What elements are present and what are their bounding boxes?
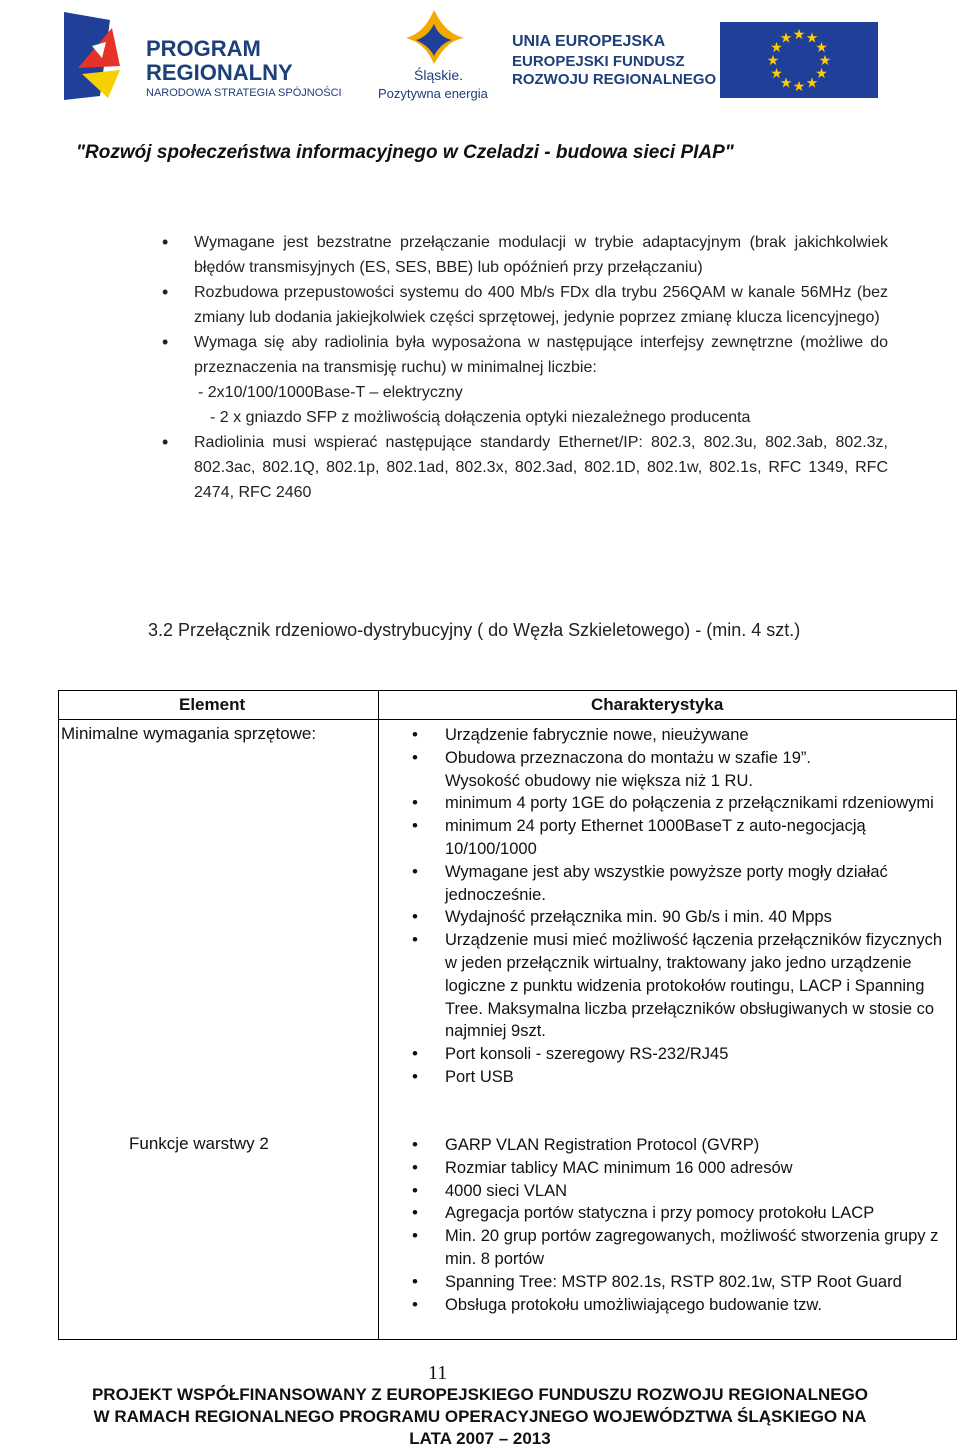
list-item: [160, 330, 888, 380]
list-item: • Rozbudowa przepustowości systemu do 400 Mb/s FDx dla trybu 256QAM w kanale 56MHz (bez zmiany lub dodania jakiejkolwiek części sprzętowej, jedynie poprzez zmianę klucza licencyjnego): [160, 280, 888, 330]
requirements-list: [160, 230, 888, 505]
row-label-layer2: Funkcje warstwy 2: [129, 1134, 269, 1153]
table-row: • Spanning Tree: MSTP 802.1s, RSTP 802.1w, STP Root Guard: [409, 1271, 949, 1294]
program-logo-line2: REGIONALNY: [146, 60, 293, 85]
table-divider: [378, 691, 379, 1339]
table-row: • GARP VLAN Registration Protocol (GVRP): [409, 1134, 949, 1157]
eu-star-icon: ★: [779, 74, 793, 91]
header-charakterystyka: Charakterystyka: [591, 695, 724, 714]
slaskie-logo-line1: Śląskie.: [414, 67, 464, 83]
interface-line: - 2x10/100/1000Base-T – elektryczny: [198, 384, 463, 401]
program-regionalny-logo: [62, 8, 362, 104]
footer-line-2: W RAMACH REGIONALNEGO PROGRAMU OPERACYJNEGO WOJEWÓDZTWA ŚLĄSKIEGO NA: [93, 1407, 867, 1426]
list-item: • Radiolinia musi wspierać następujące standardy Ethernet/IP: 802.3, 802.3u, 802.3ab, 802.3z, 802.3ac, 802.1Q, 802.1p, 802.1ad, 802.3x, 802.3ad, 802.1D, 802.1w, 802.1s, RFC 1349, RFC 2474, RFC 2460: [160, 430, 888, 505]
spec-table: [58, 690, 957, 1340]
eu-star-icon: ★: [770, 65, 783, 81]
eu-star-icon: ★: [766, 52, 780, 68]
eu-star-icon: ★: [818, 52, 832, 68]
page-number: 11: [428, 1362, 448, 1384]
footer-line-1: PROJEKT WSPÓŁFINANSOWANY Z EUROPEJSKIEGO FUNDUSZU ROZWOJU REGIONALNEGO: [91, 1385, 869, 1404]
table-row: • Agregacja portów statyczna i przy pomocy protokołu LACP: [409, 1202, 949, 1225]
eu-star-icon: ★: [805, 29, 819, 46]
table-row: • minimum 24 porty Ethernet 1000BaseT z auto-negocjacją 10/100/1000: [409, 815, 949, 861]
eu-star-icon: ★: [770, 39, 783, 55]
table-row: • Rozmiar tablicy MAC minimum 16 000 adresów: [409, 1157, 949, 1180]
eu-star-icon: ★: [815, 65, 828, 81]
table-header-divider: [59, 719, 956, 720]
table-row: • Wymagane jest aby wszystkie powyższe porty mogły działać jednocześnie.: [409, 861, 949, 907]
document-title: "Rozwój społeczeństwa informacyjnego w Czeladzi - budowa sieci PIAP": [76, 142, 734, 163]
eu-star-icon: ★: [815, 39, 828, 55]
table-row: • Urządzenie musi mieć możliwość łączenia przełączników fizycznych w jeden przełącznik wirtualny, traktowany jako jedno urządzenie logiczne z punktu widzenia protokołów routingu, LACP i Spanning Tree. Maksymalna liczba przełączników obsługiwanych w stosie co najmniej 9szt.: [409, 929, 949, 1043]
table-row: • Obsługa protokołu umożliwiającego budowanie tzw.: [409, 1294, 949, 1317]
interface-line: - 2 x gniazdo SFP z możliwością dołączenia optyki niezależnego producenta: [210, 409, 751, 426]
eu-star-icon: ★: [805, 74, 819, 91]
table-row: • Port USB: [409, 1066, 949, 1089]
table-row: • Min. 20 grup portów zagregowanych, możliwość stworzenia grupy z min. 8 portów: [409, 1225, 949, 1271]
list-item: • Wymagane jest bezstratne przełączanie modulacji w trybie adaptacyjnym (brak jakichkolwiek błędów transmisyjnych (ES, SES, BBE) lub opóźnień przy przełączaniu): [160, 230, 888, 280]
list-item-text: Wymaga się aby radiolinia była wyposażona w następujące interfejsy zewnętrzne (możliwe do przeznaczenia na transmisję ruchu) w minimalnej liczbie:: [194, 334, 888, 376]
eu-logo-line2: EUROPEJSKI FUNDUSZ: [512, 53, 685, 70]
table-row: • 4000 sieci VLAN: [409, 1180, 949, 1203]
slaskie-logo: [372, 6, 502, 104]
slaskie-logo-line2: Pozytywna energia: [378, 86, 488, 101]
footer-line-3: LATA 2007 – 2013: [409, 1429, 551, 1448]
hardware-requirements-list: [409, 724, 949, 1089]
eu-star-icon: ★: [779, 29, 793, 46]
header-element: Element: [179, 695, 246, 714]
program-logo-line3: NARODOWA STRATEGIA SPÓJNOŚCI: [146, 87, 342, 99]
eu-logo-line1: UNIA EUROPEJSKA: [512, 33, 666, 50]
eu-star-icon: ★: [792, 26, 806, 42]
eu-logo: [512, 20, 882, 100]
row-label-hardware: Minimalne wymagania sprzętowe:: [61, 724, 317, 743]
footer: [0, 1384, 960, 1450]
eu-logo-line3: ROZWOJU REGIONALNEGO: [512, 71, 717, 88]
table-row: Wysokość obudowy nie większa niż 1 RU.: [445, 771, 753, 790]
table-row: • minimum 4 porty 1GE do połączenia z przełącznikami rdzeniowymi: [409, 792, 949, 815]
table-row: • Port konsoli - szeregowy RS-232/RJ45: [409, 1043, 949, 1066]
table-row: • Wydajność przełącznika min. 90 Gb/s i min. 40 Mpps: [409, 906, 949, 929]
eu-star-icon: ★: [792, 78, 806, 94]
layer2-functions-list: [409, 1134, 949, 1316]
table-row: • Urządzenie fabrycznie nowe, nieużywane: [409, 724, 949, 747]
table-row: • Obudowa przeznaczona do montażu w szafie 19”.: [409, 747, 949, 770]
section-heading: 3.2 Przełącznik rdzeniowo-dystrybucyjny ( do Węzła Szkieletowego) - (min. 4 szt.): [148, 620, 801, 640]
program-logo-line1: PROGRAM: [146, 36, 261, 61]
